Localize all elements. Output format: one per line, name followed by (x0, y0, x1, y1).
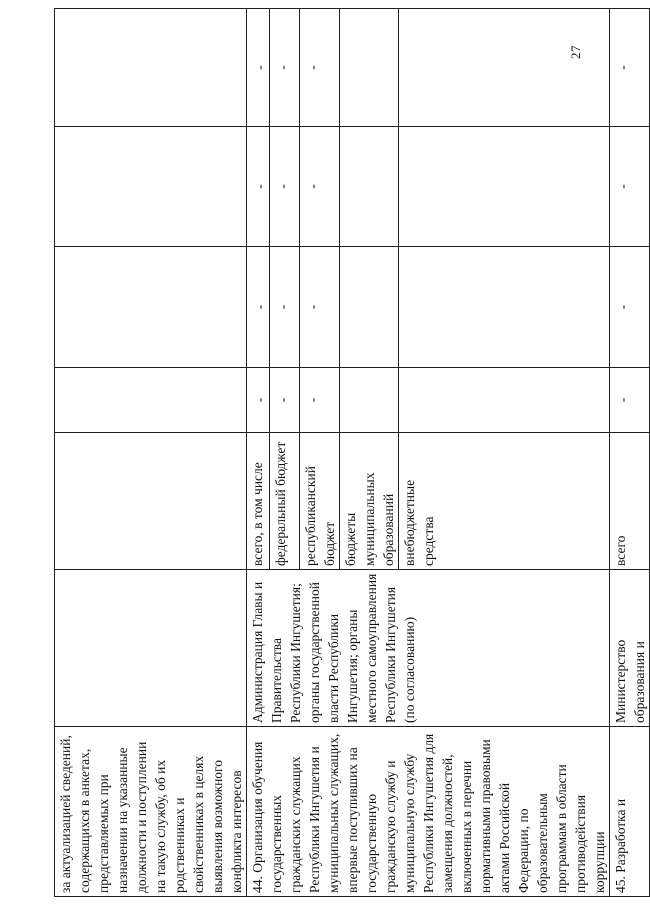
value-cell: - (300, 247, 340, 368)
value-cell (55, 9, 247, 127)
value-cell: - (247, 368, 270, 433)
source-cell: всего, в том числе (247, 433, 270, 570)
value-cell (340, 247, 399, 368)
table-row (55, 9, 247, 897)
value-cell: - (300, 127, 340, 247)
executor-cell: Администрация Главы и Правительства Республики Ингушетия; органы государственной власти Республики Ингушетия; органы местного самоуправления Республики Ингушетия (по согласованию) (247, 570, 610, 727)
measures-table (54, 8, 650, 897)
value-cell (340, 9, 399, 127)
source-cell: республиканский бюджет (300, 433, 340, 570)
value-cell: - (270, 9, 300, 127)
task-cell: 45. Разработка и (610, 727, 650, 897)
value-cell (399, 127, 610, 247)
value-cell: - (270, 127, 300, 247)
value-cell: - (610, 247, 650, 368)
value-cell (399, 247, 610, 368)
value-cell: - (300, 368, 340, 433)
value-cell (399, 368, 610, 433)
value-cell (55, 368, 247, 433)
source-cell: всего (610, 433, 650, 570)
value-cell: - (300, 9, 340, 127)
table-row (247, 9, 270, 897)
value-cell (55, 247, 247, 368)
task-cell: за актуализацией сведений, содержащихся в анкетах, представляемых при назначении на указанные должности и поступлении на такую службу, об их родственниках и свойственниках в целях выявления возможного конфликта интересов (55, 727, 247, 897)
value-cell: - (247, 9, 270, 127)
value-cell (340, 368, 399, 433)
value-cell: - (610, 368, 650, 433)
value-cell: - (247, 247, 270, 368)
source-cell (55, 433, 247, 570)
value-cell (55, 127, 247, 247)
page-number: 27 (568, 45, 583, 59)
table-row (610, 9, 650, 897)
source-cell: федеральный бюджет (270, 433, 300, 570)
value-cell: - (610, 9, 650, 127)
executor-cell (55, 570, 247, 727)
source-cell: внебюджетные средства (399, 433, 610, 570)
source-cell: бюджеты муниципальных образований (340, 433, 399, 570)
value-cell: - (247, 127, 270, 247)
value-cell (399, 9, 610, 127)
value-cell: - (270, 247, 300, 368)
value-cell: - (270, 368, 300, 433)
task-cell: 44. Организация обучения государственных гражданских служащих Республики Ингушетия и муниципальных служащих, впервые поступивших на государственную гражданскую службу и муниципальную службу Республики Ингушетия для замещения должностей, включенных в перечни нормативными правовыми актами Российской Федерации, по образовательным программам в области противодействия коррупции (247, 727, 610, 897)
executor-cell: Министерство образования и (610, 570, 650, 727)
value-cell (340, 127, 399, 247)
value-cell: - (610, 127, 650, 247)
